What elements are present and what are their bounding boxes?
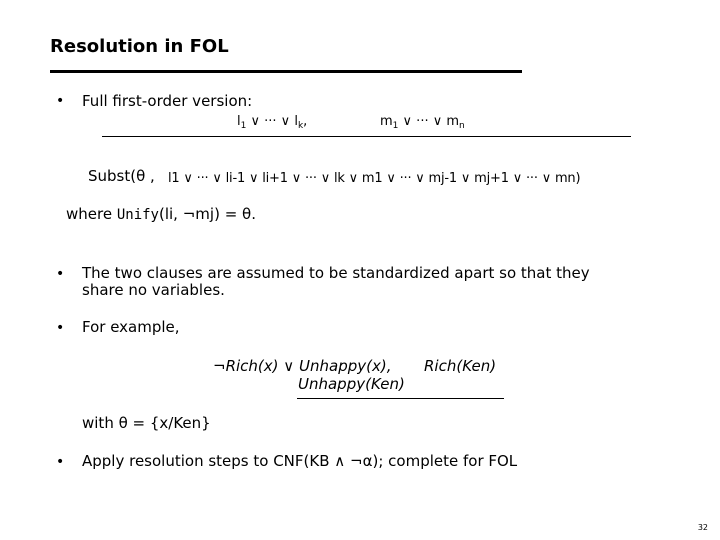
slide-title: Resolution in FOL	[50, 36, 229, 57]
premise1-sub-1: 1	[240, 121, 247, 131]
premise2-sub-n: n	[459, 121, 465, 131]
premise2-sub-1: 1	[392, 121, 399, 131]
premise2-middle: ∨ ··· ∨ m	[398, 114, 460, 129]
rule-conclusion-formula: l1 ∨ ··· ∨ li-1 ∨ li+1 ∨ ··· ∨ lk ∨ m1 ∨ ··· ∨ mj-1 ∨ mj+1 ∨ ··· ∨ mn)	[168, 171, 581, 186]
bullet-marker: •	[56, 266, 65, 282]
premise1-sub-k: k	[297, 121, 304, 131]
bullet-standardized-apart-line1: The two clauses are assumed to be standardized apart so that they	[82, 264, 590, 282]
bullet-marker: •	[56, 93, 65, 109]
bullet-for-example: For example,	[82, 318, 180, 336]
example-premise-1: ¬Rich(x) ∨ Unhappy(x),	[213, 357, 392, 375]
premise1-middle: ∨ ··· ∨ l	[246, 114, 298, 129]
title-underline	[50, 70, 522, 73]
bullet-apply-resolution: Apply resolution steps to CNF(KB ∧ ¬α); complete for FOL	[82, 452, 518, 470]
unify-function: Unify	[116, 207, 159, 223]
rule-inference-line	[102, 136, 631, 137]
example-premise-2: Rich(Ken)	[424, 357, 497, 375]
example-substitution: with θ = {x/Ken}	[82, 414, 211, 432]
rule-conclusion-prefix: Subst(θ ,	[88, 167, 155, 185]
where-rest: (li, ¬mj) = θ.	[159, 205, 256, 223]
bullet-standardized-apart-line2: share no variables.	[82, 281, 225, 299]
example-inference-line	[297, 398, 504, 399]
where-prefix: where	[66, 205, 117, 223]
rule-where-clause	[66, 205, 256, 223]
bullet-full-first-order: Full first-order version:	[82, 92, 253, 110]
bullet-marker: •	[56, 454, 65, 470]
premise1-l: l	[237, 114, 241, 129]
rule-premise-1	[237, 114, 307, 131]
premise2-m: m	[380, 114, 393, 129]
premise1-comma: ,	[303, 114, 308, 129]
example-conclusion: Unhappy(Ken)	[298, 375, 405, 393]
page-number: 32	[697, 523, 708, 532]
rule-premise-2	[380, 114, 465, 131]
bullet-marker: •	[56, 320, 65, 336]
